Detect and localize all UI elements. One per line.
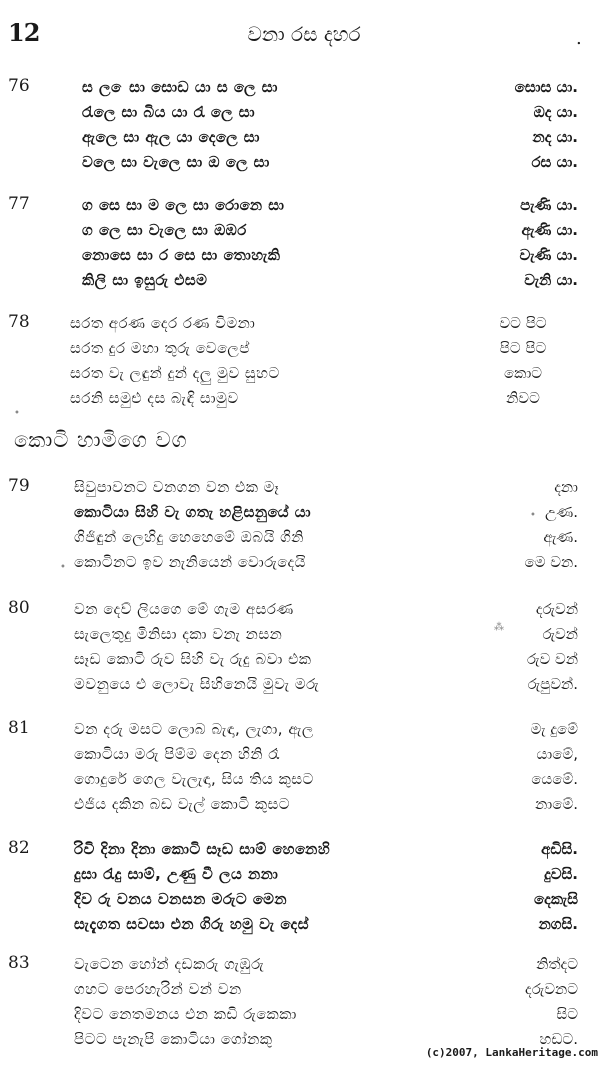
line-text: කොටිනට ඉව නැනියෙන් වොරුදෙයි [74, 553, 306, 571]
line-ending: අඩිසි. [541, 840, 578, 858]
line-text: සැදැගත සවසා එන ගිරු හමු වැ දෙස් [74, 915, 309, 933]
line-text: කොටියා මරු පිම්ම දෙන හිනි රෑ [74, 745, 280, 763]
line-text: දුසා රැදු සාම්, උණු වී ලය නනා [74, 865, 279, 883]
line-text: දිවට නෙතමනය එන කඩි රුකෙකා [74, 1005, 297, 1023]
verse-line [0, 770, 608, 795]
verse-line [0, 980, 608, 1005]
page-title: වනා රස දහර [247, 22, 361, 46]
verse-line [0, 478, 608, 503]
line-ending: නිත්දට [536, 955, 578, 973]
verse-line [0, 128, 608, 153]
line-ending: ඇණි යා. [521, 221, 578, 239]
verse-line [0, 246, 608, 271]
line-ending: දුවසි. [544, 865, 578, 883]
line-text: සෑඩ කොටි රුව සිහි වැ රුදු බවා එක [74, 650, 312, 668]
section-heading: කොටි හාමිගෙ වග [14, 428, 188, 452]
line-ending: සොස යා. [514, 78, 578, 96]
line-ending: උණ. [544, 503, 578, 521]
verse-line [0, 78, 608, 103]
line-text: නොසෙ සා ර සෙ සා තොහැකි [82, 246, 281, 264]
verse-line [0, 221, 608, 246]
verse-76 [0, 78, 608, 178]
line-ending: නද යා. [532, 128, 578, 146]
verse-line [0, 955, 608, 980]
verse-line [0, 600, 608, 625]
verse-line [0, 745, 608, 770]
verse-number: 78 [8, 312, 30, 332]
ink-speck: . [576, 28, 582, 49]
ink-speck: • [14, 408, 20, 419]
verse-line [0, 675, 608, 700]
line-ending: හඩට. [539, 1030, 578, 1048]
line-ending: යාමේ, [536, 745, 578, 763]
line-ending: නගසි. [538, 915, 578, 933]
line-ending: නාමේ. [535, 795, 578, 813]
line-text: ගහට පෙරහැරින් වන් වන [74, 980, 242, 998]
line-text: එජිය දකින බඩ වැල් කොටි කුසට [74, 795, 291, 813]
line-ending: ඇණ. [543, 528, 578, 546]
verse-82 [0, 840, 608, 940]
line-text: ස ල ෙසා සොඩ යා ස ලෙ සා [82, 78, 278, 96]
line-text: ග ලෙ සා වැලෙ සා ඔඹර [82, 221, 247, 239]
copyright-notice: (c)2007, LankaHeritage.com [425, 1046, 598, 1059]
verse-line [0, 153, 608, 178]
line-ending: පැණි යා. [520, 196, 578, 214]
verse-number: 83 [8, 953, 30, 973]
verse-line [0, 314, 608, 339]
line-text: වන දරු මසට ලොබ බැඳා, ලැගා, ඇල [74, 720, 314, 738]
line-ending: වට පිට [499, 314, 547, 332]
line-text: පිටට පැනැපි කොටියා ගෝනකු [74, 1030, 273, 1048]
verse-line [0, 339, 608, 364]
ink-speck: • [60, 562, 66, 573]
page-number: 12 [8, 18, 40, 47]
verse-78 [0, 314, 608, 414]
line-text: සරත වැ ලඳුන් දුන් දලු මුව සුහට [70, 364, 280, 382]
verse-line [0, 650, 608, 675]
verse-80 [0, 600, 608, 700]
line-ending: දනා [554, 478, 578, 496]
line-text: ගොදුරේ ගෙල වැලැඳා, සිය තිය කුසට [74, 770, 314, 788]
line-ending: මෙ වන. [524, 553, 578, 571]
line-ending: රුවන් [542, 625, 578, 643]
verse-79 [0, 478, 608, 578]
verse-line [0, 915, 608, 940]
verse-number: 77 [8, 194, 30, 214]
line-text: රැලෙ සා බිය යා රැ ලෙ සා [82, 103, 256, 121]
line-text: ගිජිඳුන් ලෙහිදු හෙහෙමේ ඔබයි ගිනි [74, 528, 304, 546]
verse-number: 82 [8, 838, 30, 858]
verse-line [0, 271, 608, 296]
line-text: වන දෙව් ලියගෙ මේ ගැම අසරණ [74, 600, 294, 618]
line-ending: යෙමේ. [531, 770, 578, 788]
line-ending: දරුවන් [535, 600, 578, 618]
verse-number: 80 [8, 598, 30, 618]
line-text: මවනුයෙ එ ලොවැ සිහිනෙයි මුවැ මරු [74, 675, 320, 693]
line-text: සරත අරණ දෙර රණ විමනා [70, 314, 256, 332]
line-text: වලෙ සා වැලෙ සා ඔ ලෙ සා [82, 153, 270, 171]
verse-number: 81 [8, 718, 30, 738]
verse-number: 79 [8, 476, 30, 496]
verse-line [0, 1005, 608, 1030]
verse-77 [0, 196, 608, 296]
line-text: ග සෙ සා ම ලෙ සා රොනෙ සා [82, 196, 285, 214]
verse-line [0, 364, 608, 389]
line-text: වැටෙන හෝන් දඩකරු ගැඹුරු [74, 955, 265, 973]
verse-line [0, 503, 608, 528]
verse-line [0, 196, 608, 221]
line-ending: කොට [503, 364, 543, 382]
verse-line [0, 625, 608, 650]
verse-number: 76 [8, 76, 30, 96]
verse-line [0, 890, 608, 915]
verse-line [0, 103, 608, 128]
verse-line [0, 840, 608, 865]
verse-81 [0, 720, 608, 820]
verse-line [0, 528, 608, 553]
line-text: සිවුපාවනට වනගන වන එක මෑ [74, 478, 280, 496]
ink-speck: ⁂ [494, 622, 504, 633]
line-text: රිවි දිනා දිනා කොටි සෑඩ සාම් හෙනෙහි [74, 840, 331, 858]
line-ending: ඔද යා. [533, 103, 578, 121]
line-text: සරනි සමුළු දස බැඳි සාමුව [70, 389, 239, 407]
line-ending: සිට [556, 1005, 578, 1023]
line-ending: දරුවනට [525, 980, 578, 998]
line-ending: නිවට [506, 389, 540, 407]
line-text: කිලි සා ඉසුරු එසම [82, 271, 208, 289]
line-ending: රුපුවන්. [527, 675, 578, 693]
line-text: ඇලෙ සා ඇල යා දෙලෙ සා [82, 128, 260, 146]
ink-speck: • [530, 510, 536, 521]
line-ending: රස යා. [531, 153, 578, 171]
line-text: දිව රු වනය වනසන මරුට මෙන [74, 890, 288, 908]
verse-line [0, 553, 608, 578]
line-ending: වැනි යා. [524, 271, 578, 289]
line-text: සැලෙතුදු මිනිසා දකා වනැ නසන [74, 625, 283, 643]
line-text: කොටියා සිහි වැ ගතැ හළිසනුයේ යා [74, 503, 312, 521]
line-ending: මැ දුමේ [530, 720, 578, 738]
verse-line [0, 795, 608, 820]
verse-line [0, 865, 608, 890]
verse-83 [0, 955, 608, 1055]
line-ending: රුව වන් [526, 650, 578, 668]
verse-line [0, 720, 608, 745]
line-ending: දෙකැසි [533, 890, 578, 908]
line-ending: වැණි යා. [519, 246, 578, 264]
line-text: සරත දුර මහා තුරු වෙලෙප් [70, 339, 250, 357]
verse-line [0, 389, 608, 414]
line-ending: පිට පිට [499, 339, 547, 357]
